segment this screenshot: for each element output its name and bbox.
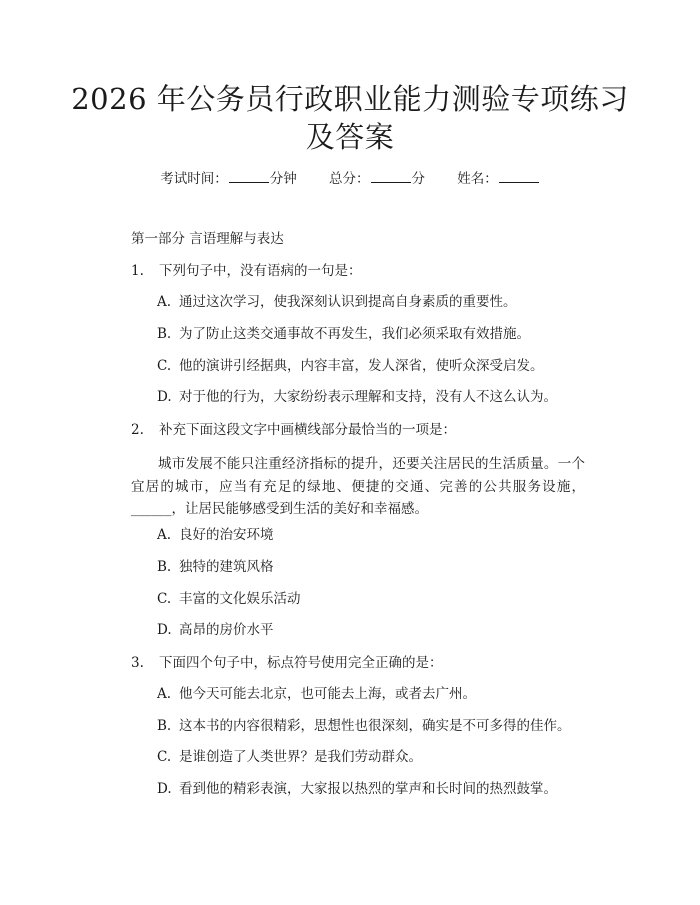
section-heading: 第一部分 言语理解与表达 (131, 231, 284, 247)
option-text: 他今天可能去北京，也可能去上海，或者去广州。 (179, 686, 476, 702)
option-text: 丰富的文化娱乐活动 (179, 591, 301, 607)
total-score-blank (371, 168, 411, 183)
question-2-option-a (157, 525, 274, 545)
question-1-option-d (157, 387, 557, 407)
option-letter: C. (157, 749, 172, 765)
option-text: 独特的建筑风格 (179, 559, 274, 575)
page-title: 2026 年公务员行政职业能力测验专项练习及答案 (71, 82, 629, 154)
question-text: 下面四个句子中，标点符号使用完全正确的是： (159, 655, 443, 671)
question-2-stem (131, 420, 456, 440)
question-number: 2. (131, 422, 144, 438)
option-letter: B. (157, 718, 172, 734)
option-letter: B. (157, 559, 172, 575)
question-1-option-b (157, 324, 530, 344)
total-score-field (329, 168, 425, 189)
name-blank (499, 168, 539, 183)
option-letter: A. (157, 527, 172, 543)
question-3-option-c (157, 747, 422, 767)
question-text: 下列句子中，没有语病的一句是： (159, 263, 362, 279)
question-3-option-b (157, 716, 571, 736)
question-number: 3. (131, 655, 144, 671)
option-letter: C. (157, 358, 172, 374)
option-text: 是谁创造了人类世界？是我们劳动群众。 (179, 749, 422, 765)
option-text: 良好的治安环境 (179, 527, 274, 543)
option-text: 通过这次学习，使我深刻认识到提高自身素质的重要性。 (179, 294, 517, 310)
question-1-option-a (157, 292, 517, 312)
option-letter: D. (157, 781, 172, 797)
exam-time-unit: 分钟 (269, 171, 297, 187)
option-text: 为了防止这类交通事故不再发生，我们必须采取有效措施。 (179, 326, 530, 342)
question-2-passage: 城市发展不能只注重经济指标的提升，还要关注居民的生活质量。一个宜居的城市，应当有充足的绿地、便捷的交通、完善的公共服务设施，______，让居民能够感受到生活的美好和幸福感。 (131, 456, 585, 517)
exam-time-label: 考试时间： (160, 171, 228, 187)
total-score-unit: 分 (411, 171, 425, 187)
name-label: 姓名： (457, 171, 498, 187)
question-2-option-d (157, 620, 274, 640)
question-3-option-d (157, 779, 557, 799)
option-letter: B. (157, 326, 172, 342)
question-1-stem (131, 261, 362, 281)
option-text: 对于他的行为，大家纷纷表示理解和支持，没有人不这么认为。 (179, 389, 557, 405)
question-2-option-c (157, 589, 301, 609)
total-score-label: 总分： (329, 171, 370, 187)
question-2-option-b (157, 557, 274, 577)
exam-meta-line (0, 168, 700, 189)
option-letter: C. (157, 591, 172, 607)
option-text: 他的演讲引经据典，内容丰富，发人深省，使听众深受启发。 (179, 358, 544, 374)
option-letter: A. (157, 294, 172, 310)
question-number: 1. (131, 263, 144, 279)
question-text: 补充下面这段文字中画横线部分最恰当的一项是： (159, 422, 456, 438)
question-1-option-c (157, 356, 544, 376)
exam-time-field (160, 168, 297, 189)
exam-time-blank (229, 168, 269, 183)
option-text: 这本书的内容很精彩，思想性也很深刻，确实是不可多得的佳作。 (179, 718, 571, 734)
name-field (457, 168, 540, 189)
option-letter: A. (157, 686, 172, 702)
option-text: 高昂的房价水平 (179, 622, 274, 638)
option-text: 看到他的精彩表演，大家报以热烈的掌声和长时间的热烈鼓掌。 (179, 781, 557, 797)
option-letter: D. (157, 622, 172, 638)
option-letter: D. (157, 389, 172, 405)
question-3-option-a (157, 684, 476, 704)
question-3-stem (131, 653, 443, 673)
